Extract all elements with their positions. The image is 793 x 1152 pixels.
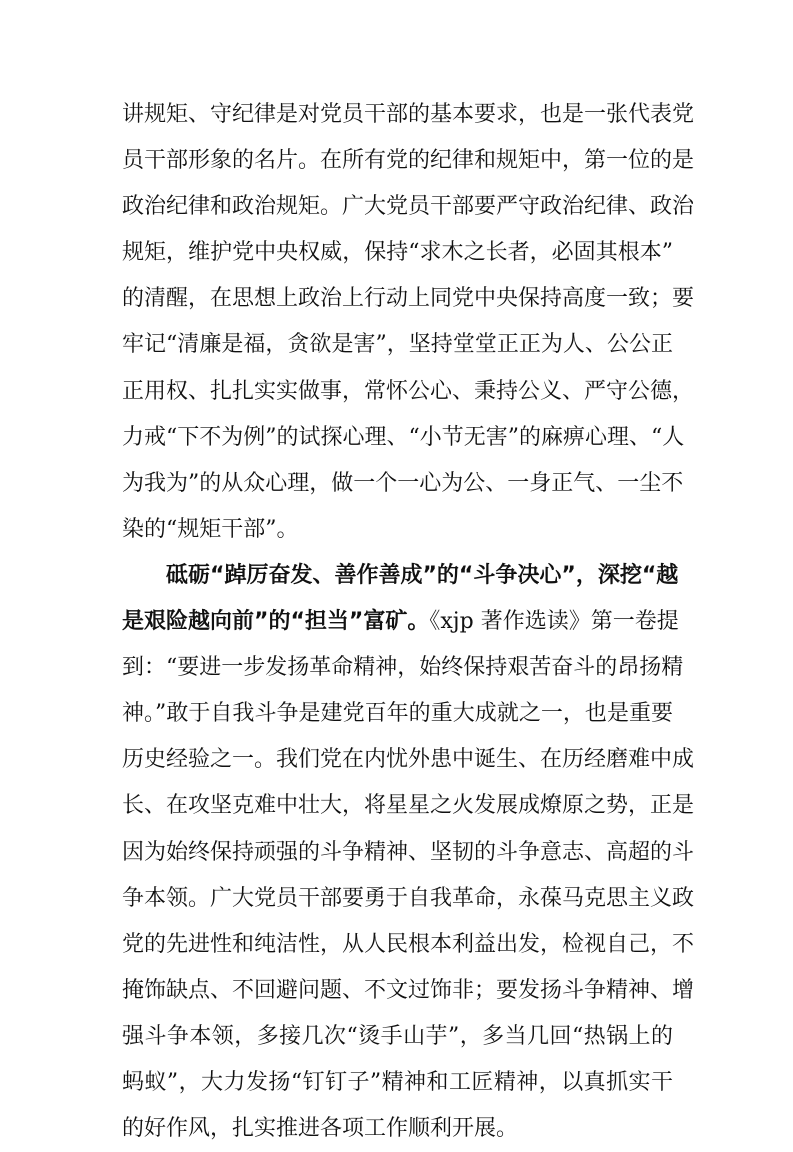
text-line: 牢记“清廉是福，贪欲是害”，坚持堂堂正正为人、公公正 <box>122 332 673 358</box>
text-line: 的清醒，在思想上政治上行动上同党中央保持高度一致；要 <box>122 286 695 312</box>
text-line: 规矩，维护党中央权威，保持“求木之长者，必固其根本” <box>122 240 673 266</box>
paragraph-rules-discipline <box>122 92 695 553</box>
text-line: 历史经验之一。我们党在内忧外患中诞生、在历经磨难中成 <box>122 747 695 773</box>
text-line: 染的“规矩干部”。 <box>122 516 299 542</box>
paragraph-heading-bold: 是艰险越向前”的“担当”富矿。 <box>122 609 430 635</box>
text-line: 的好作风，扎实推进各项工作顺利开展。 <box>122 1116 519 1142</box>
text-line: 为我为”的从众心理，做一个一心为公、一身正气、一尘不 <box>122 470 684 496</box>
paragraph-struggle-spirit <box>122 553 695 1152</box>
paragraph-heading-line: 砥砺“踔厉奋发、善作善成”的“斗争决心”，深挖“越 <box>166 562 679 588</box>
text-line: 长、在攻坚克难中壮大，将星星之火发展成燎原之势，正是 <box>122 793 695 819</box>
text-line: 蚂蚁”，大力发扬“钉钉子”精神和工匠精神，以真抓实干 <box>122 1069 673 1095</box>
text-line: 掩饰缺点、不回避问题、不文过饰非；要发扬斗争精神、增 <box>122 977 695 1003</box>
text-line: 强斗争本领，多接几次“烫手山芋”，多当几回“热锅上的 <box>122 1023 673 1049</box>
text-line: 员干部形象的名片。在所有党的纪律和规矩中，第一位的是 <box>122 148 695 174</box>
document-page <box>122 92 695 1152</box>
text-line: 争本领。广大党员干部要勇于自我革命，永葆马克思主义政 <box>122 885 695 911</box>
text-line: 神。”敢于自我斗争是建党百年的重大成就之一，也是重要 <box>122 701 673 727</box>
text-line: 正用权、扎扎实实做事，常怀公心、秉持公义、严守公德， <box>122 378 695 404</box>
text-line: 到：“要进一步发扬革命精神，始终保持艰苦奋斗的昂扬精 <box>122 655 684 681</box>
text-line: 党的先进性和纯洁性，从人民根本利益出发，检视自己，不 <box>122 931 695 957</box>
text-line: 讲规矩、守纪律是对党员干部的基本要求，也是一张代表党 <box>122 102 695 127</box>
text-line: 政治纪律和政治规矩。广大党员干部要严守政治纪律、政治 <box>122 194 695 220</box>
text-segment: 《xjp 著作选读》第一卷提 <box>429 609 679 635</box>
paragraph-heading-line <box>122 599 679 645</box>
text-line: 因为始终保持顽强的斗争精神、坚韧的斗争意志、高超的斗 <box>122 839 695 865</box>
text-line: 力戒“下不为例”的试探心理、“小节无害”的麻痹心理、“人 <box>122 424 685 450</box>
